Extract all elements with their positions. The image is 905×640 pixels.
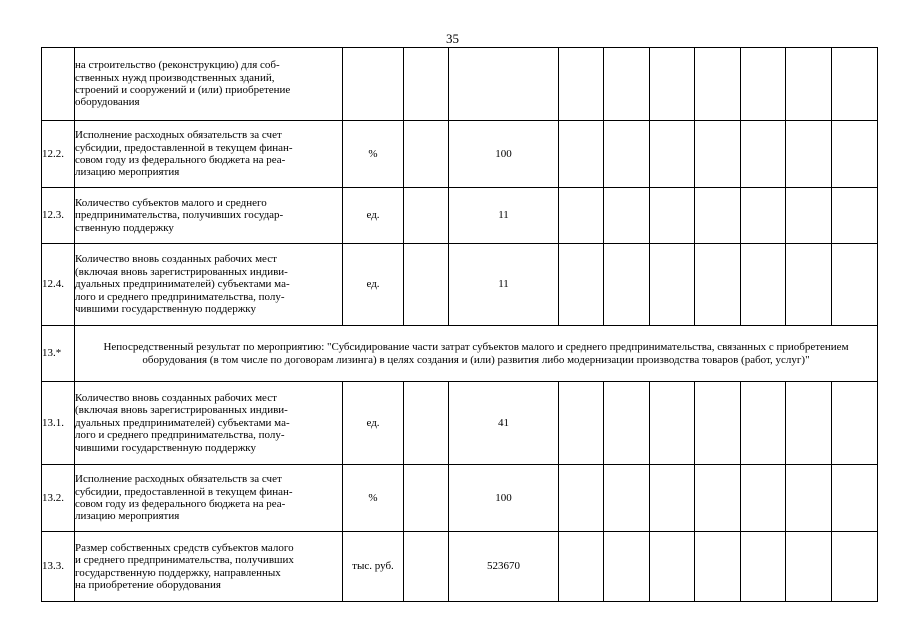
- empty-cell: [604, 48, 650, 121]
- description-line: и среднего предпринимательства, получивших: [75, 554, 294, 567]
- empty-cell: [604, 244, 650, 326]
- table-row: [42, 121, 878, 188]
- description-line: субсидии, предоставленной в текущем финан-: [75, 485, 293, 498]
- empty-cell: [650, 465, 695, 532]
- description-line: лизацию мероприятия: [75, 166, 180, 179]
- empty-cell: [404, 465, 449, 532]
- empty-cell: [559, 465, 604, 532]
- description-line: государственную поддержку, направленных: [75, 566, 281, 579]
- empty-cell: [559, 188, 604, 244]
- empty-cell: [832, 48, 878, 121]
- empty-cell: [650, 188, 695, 244]
- row-number: 12.4.: [42, 244, 75, 326]
- description-line: строений и сооружений и (или) приобретение: [75, 84, 291, 96]
- empty-cell: [741, 465, 786, 532]
- page-number: 35: [446, 31, 459, 46]
- value-cell: 523670: [449, 532, 559, 602]
- row-number: 12.2.: [42, 121, 75, 188]
- indicator-description: [75, 465, 343, 532]
- unit-cell: ед.: [343, 382, 404, 465]
- merged-result-description: Непосредственный результат по мероприятию: "Субсидирование части затрат субъектов малого и среднего предпринимательства, связанных с приобретением оборудования (в том числе по договорам лизинга) в целях создания и (или) развития либо модернизации производства товаров (работ, услуг)": [75, 326, 878, 382]
- description-line: Количество вновь созданных рабочих мест: [75, 253, 277, 266]
- description-line: (включая вновь зарегистрированных индиви-: [75, 404, 288, 417]
- empty-cell: [832, 465, 878, 532]
- table-row: [42, 465, 878, 532]
- row-number: 13.2.: [42, 465, 75, 532]
- empty-cell: [404, 382, 449, 465]
- description-line: оборудования: [75, 96, 140, 109]
- row-number: 13.*: [42, 326, 75, 382]
- unit-cell: ед.: [343, 244, 404, 326]
- empty-cell: [832, 382, 878, 465]
- indicators-table: [41, 47, 878, 602]
- value-cell: 100: [449, 121, 559, 188]
- empty-cell: [404, 121, 449, 188]
- empty-cell: [604, 382, 650, 465]
- table-row: [42, 48, 878, 121]
- empty-cell: [650, 532, 695, 602]
- empty-cell: [695, 244, 741, 326]
- empty-cell: [786, 48, 832, 121]
- description-line: Исполнение расходных обязательств за счет: [75, 129, 282, 142]
- unit-cell: ед.: [343, 188, 404, 244]
- unit-cell: %: [343, 465, 404, 532]
- description-line: (включая вновь зарегистрированных индиви-: [75, 265, 288, 278]
- empty-cell: [786, 532, 832, 602]
- empty-cell: [832, 244, 878, 326]
- empty-cell: [741, 382, 786, 465]
- empty-cell: [404, 48, 449, 121]
- unit-cell: [343, 48, 404, 121]
- empty-cell: [741, 532, 786, 602]
- table-row: [42, 326, 878, 382]
- empty-cell: [786, 188, 832, 244]
- empty-cell: [741, 121, 786, 188]
- description-line: предпринимательства, получивших государ-: [75, 209, 284, 222]
- unit-cell: тыс. руб.: [343, 532, 404, 602]
- table-row: [42, 382, 878, 465]
- empty-cell: [650, 382, 695, 465]
- empty-cell: [695, 465, 741, 532]
- description-line: дуальных предпринимателей) субъектами ма-: [75, 416, 290, 429]
- empty-cell: [786, 382, 832, 465]
- empty-cell: [559, 532, 604, 602]
- indicator-description: [75, 121, 343, 188]
- description-line: Размер собственных средств субъектов малого: [75, 541, 294, 554]
- empty-cell: [741, 188, 786, 244]
- empty-cell: [604, 465, 650, 532]
- value-cell: 11: [449, 188, 559, 244]
- indicator-description: [75, 244, 343, 326]
- empty-cell: [559, 244, 604, 326]
- table-row: [42, 188, 878, 244]
- description-line: чившими государственную поддержку: [75, 441, 256, 454]
- description-line: на строительство (реконструкцию) для соб-: [75, 59, 280, 72]
- empty-cell: [741, 48, 786, 121]
- empty-cell: [832, 188, 878, 244]
- empty-cell: [604, 188, 650, 244]
- description-line: ственных нужд производственных зданий,: [75, 71, 275, 84]
- description-line: Исполнение расходных обязательств за счет: [75, 473, 282, 486]
- description-line: лизацию мероприятия: [75, 510, 180, 523]
- value-cell: 11: [449, 244, 559, 326]
- empty-cell: [832, 532, 878, 602]
- empty-cell: [695, 188, 741, 244]
- description-line: Количество субъектов малого и среднего: [75, 196, 267, 209]
- description-line: Количество вновь созданных рабочих мест: [75, 391, 277, 404]
- value-cell: [449, 48, 559, 121]
- empty-cell: [786, 465, 832, 532]
- row-number: 12.3.: [42, 188, 75, 244]
- description-line: совом году из федерального бюджета на реа-: [75, 154, 286, 166]
- value-cell: 100: [449, 465, 559, 532]
- empty-cell: [650, 121, 695, 188]
- value-cell: 41: [449, 382, 559, 465]
- indicator-description: [75, 48, 343, 121]
- indicator-description: [75, 532, 343, 602]
- indicator-description: [75, 188, 343, 244]
- description-line: дуальных предпринимателей) субъектами ма-: [75, 278, 290, 291]
- description-line: лого и среднего предпринимательства, полу-: [75, 290, 285, 303]
- empty-cell: [404, 532, 449, 602]
- description-line: лого и среднего предпринимательства, полу-: [75, 429, 285, 442]
- empty-cell: [695, 532, 741, 602]
- empty-cell: [404, 244, 449, 326]
- unit-cell: %: [343, 121, 404, 188]
- empty-cell: [559, 382, 604, 465]
- description-line: субсидии, предоставленной в текущем финан-: [75, 141, 293, 154]
- description-line: на приобретение оборудования: [75, 578, 221, 591]
- empty-cell: [650, 48, 695, 121]
- empty-cell: [604, 121, 650, 188]
- empty-cell: [786, 121, 832, 188]
- empty-cell: [559, 48, 604, 121]
- indicator-description: [75, 382, 343, 465]
- description-line: чившими государственную поддержку: [75, 303, 256, 316]
- empty-cell: [650, 244, 695, 326]
- empty-cell: [695, 48, 741, 121]
- description-line: ственную поддержку: [75, 221, 174, 234]
- empty-cell: [832, 121, 878, 188]
- row-number: [42, 48, 75, 121]
- row-number: 13.1.: [42, 382, 75, 465]
- empty-cell: [695, 382, 741, 465]
- row-number: 13.3.: [42, 532, 75, 602]
- empty-cell: [604, 532, 650, 602]
- description-line: совом году из федерального бюджета на реа-: [75, 498, 286, 510]
- table-body: [42, 48, 878, 602]
- empty-cell: [695, 121, 741, 188]
- empty-cell: [786, 244, 832, 326]
- table-row: [42, 532, 878, 602]
- empty-cell: [559, 121, 604, 188]
- empty-cell: [741, 244, 786, 326]
- empty-cell: [404, 188, 449, 244]
- table-row: [42, 244, 878, 326]
